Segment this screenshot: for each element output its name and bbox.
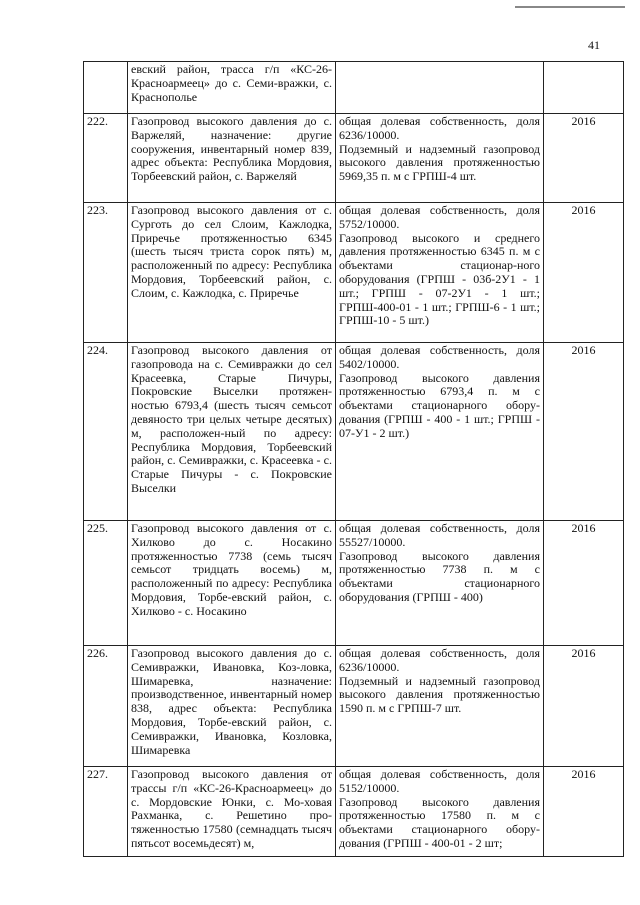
ownership-text: Подземный и надземный газопровод высокого давления протяженностью 1590 п. м с ГРПШ-7 шт. [339, 673, 540, 716]
description-text: Газопровод высокого давления от с. Сурготь до сел Слоим, Кажлодка, Приречье протяженностью 6345 (шесть тысяч триста сорок пять) м, расположенный по адресу: Республика Мордовия, Торбеевский район, с. Слоим, с. Кажлодка, с. Приречье [131, 203, 332, 300]
table-row [84, 203, 624, 343]
object-description [128, 343, 336, 521]
ownership-text: Газопровод высокого давления протяженностью 7738 п. м с объектами стационарного оборудования (ГРПШ - 400) [339, 548, 540, 604]
ownership-text: Подземный и надземный газопровод высокого давления протяженностью 5969,35 п. м с ГРПШ-4 шт. [339, 141, 540, 184]
ownership-text: общая долевая собственность, доля 6236/10000. [339, 646, 540, 674]
description-text: Газопровод высокого давления до с. Семивражки, Ивановка, Коз-ловка, Шимаревка, назначение: производственное, инвентарный номер 838, адрес объекта: Республика Мордовия, Торбе-евский район, с. Семивражки, Ивановка, Козловка, Шимаревка [131, 646, 332, 757]
ownership-details [336, 646, 544, 767]
description-text: Газопровод высокого давления от с. Хилково до с. Носакино протяженностью 7738 (семь тысяч семьсот тридцать восемь) м, расположенный по адресу: Республика Мордовия, Торбе-евский район, с. Хилково - с. Носакино [131, 521, 332, 618]
object-description [128, 114, 336, 203]
row-number: 225. [84, 521, 128, 646]
scan-artifact [515, 6, 625, 8]
ownership-text: общая долевая собственность, доля 5152/10000. [339, 767, 540, 795]
year-cell: 2016 [544, 767, 624, 857]
table-row [84, 521, 624, 646]
description-text: Газопровод высокого давления от трассы г/п «КС-26-Красноармеец» до с. Мордовские Юнки, с. Мо-ховая Рахманка, с. Решетино про-тяженностью 17580 (семнадцать тысяч пятьсот восемьдесят) м, [131, 767, 332, 850]
ownership-text: Газопровод высокого давления протяженностью 6793,4 п. м с объектами стационарного обору-дования (ГРПШ - 400 - 1 шт.; ГРПШ - 07-У1 - 2 шт.) [339, 370, 540, 440]
row-number: 226. [84, 646, 128, 767]
object-description [128, 203, 336, 343]
ownership-details [336, 203, 544, 343]
year-cell: 2016 [544, 646, 624, 767]
ownership-details [336, 343, 544, 521]
table-row [84, 767, 624, 857]
page-number: 41 [588, 38, 600, 52]
table-row [84, 114, 624, 203]
row-number: 222. [84, 114, 128, 203]
row-number: 227. [84, 767, 128, 857]
table-row [84, 646, 624, 767]
year-cell [544, 62, 624, 114]
row-number: 224. [84, 343, 128, 521]
ownership-text: общая долевая собственность, доля 6236/10000. [339, 114, 540, 142]
ownership-text: Газопровод высокого и среднего давления протяженностью 6345 п. м с объектами стационар-ного оборудования (ГРПШ - 03б-2У1 - 1 шт.; ГРПШ - 07-2У1 - 1 шт.; ГРПШ-400-01 - 1 шт.; ГРПШ-6 - 1 шт.; ГРПШ-10 - 5 шт.) [339, 230, 540, 328]
table-row [84, 62, 624, 114]
row-number [84, 62, 128, 114]
table-row [84, 343, 624, 521]
description-text: Газопровод высокого давления до с. Варжеляй, назначение: другие сооружения, инвентарный номер 839, адрес объекта: Республика Мордовия, Торбеевский район, с. Варжеляй [131, 114, 332, 184]
ownership-details [336, 62, 544, 114]
ownership-details [336, 114, 544, 203]
ownership-text: общая долевая собственность, доля 5402/10000. [339, 343, 540, 371]
object-description [128, 62, 336, 114]
description-text: евский район, трасса г/п «КС-26-Красноармеец» до с. Семи-вражки, с. Краснополье [131, 62, 332, 104]
year-cell: 2016 [544, 343, 624, 521]
year-cell: 2016 [544, 521, 624, 646]
ownership-text: общая долевая собственность, доля 5752/10000. [339, 203, 540, 231]
ownership-details [336, 767, 544, 857]
description-text: Газопровод высокого давления от газопровода на с. Семивражки до сел Красеевка, Старые Пичуры, Покровские Выселки протяжен-ностью 6793,4 (шесть тысяч семьсот девяносто три целых четыре десятых) м, расположен-ный по адресу: Республика Мордовия, Торбеевский район, с. Семивражки, с. Красеевка - с. Старые Пичуры - с. Покровские Выселки [131, 343, 332, 495]
row-number: 223. [84, 203, 128, 343]
ownership-details [336, 521, 544, 646]
ownership-text: общая долевая собственность, доля 55527/10000. [339, 521, 540, 549]
object-description [128, 521, 336, 646]
property-register-table [83, 61, 624, 857]
year-cell: 2016 [544, 203, 624, 343]
ownership-text: Газопровод высокого давления протяженностью 17580 п. м с объектами стационарного обору-дования (ГРПШ - 400-01 - 2 шт; [339, 794, 540, 850]
object-description [128, 767, 336, 857]
year-cell: 2016 [544, 114, 624, 203]
object-description [128, 646, 336, 767]
